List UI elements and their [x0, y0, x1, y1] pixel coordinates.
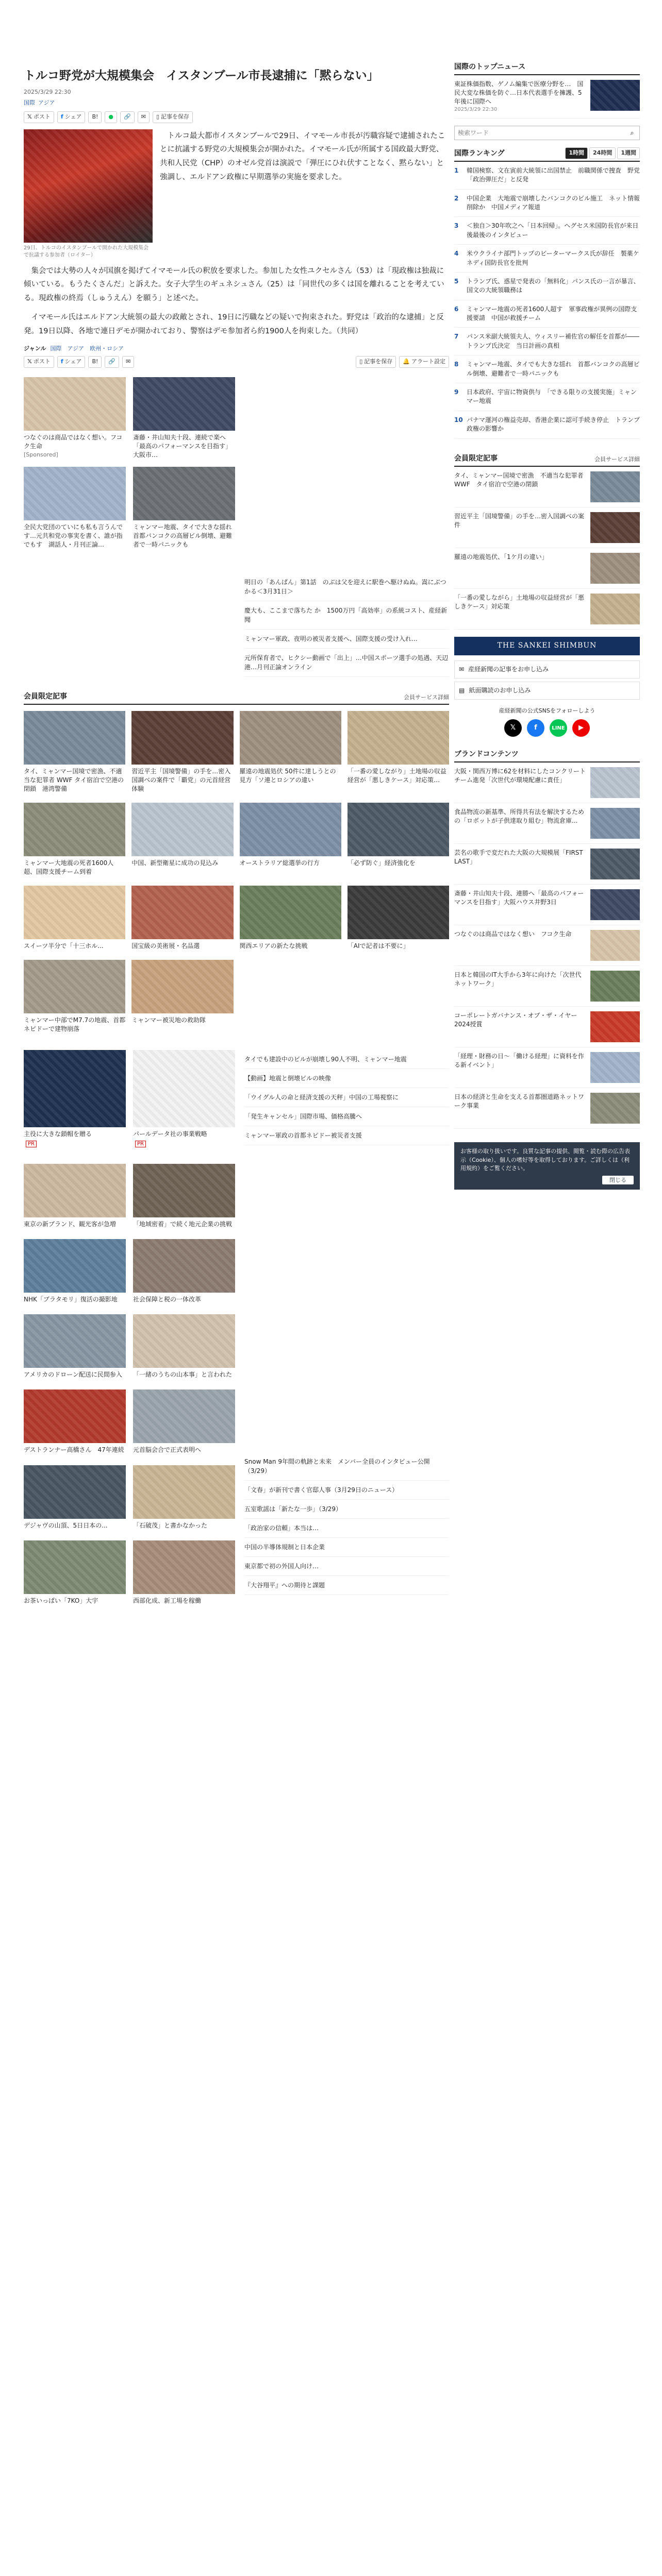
featured-card[interactable]: 関西エリアの新たな挑戦: [240, 886, 341, 951]
mail-share-button[interactable]: [138, 111, 150, 123]
featured-card[interactable]: ミャンマー被災地の救助隊: [131, 960, 233, 1033]
related-card[interactable]: 全民大党団のていにも私も言うんです…元共和党の事実を書く、誰が指でもす 湖話人・月刊正論…: [24, 467, 126, 549]
facebook-icon: f: [60, 113, 63, 121]
line-share-button[interactable]: [105, 111, 117, 123]
featured-header: 会員限定記事 会員サービス詳細: [24, 691, 449, 705]
ranking-tab-1h[interactable]: 1時間: [565, 147, 588, 159]
article-lead: [24, 129, 449, 259]
related-card[interactable]: 斎藤・井山知夫十段、連続で楽へ「最高のパフォーマンスを目指す」大阪市…: [133, 377, 235, 460]
related-card[interactable]: ミャンマー地震、タイで大きな揺れ 首都バンコクの高層ビル倒壊、避難者で一時パニックも: [133, 467, 235, 549]
mid-link[interactable]: 慶大も、ここまで落ちた か 1500万円「高効率」の系統コスト、産経新聞: [244, 601, 449, 630]
link-icon: 🔗: [108, 358, 116, 365]
ranking-tab-24h[interactable]: 24時間: [589, 147, 616, 159]
brand-item[interactable]: 「経理・財務の日〜「働ける経理」に資料を作る新イベント」: [454, 1047, 640, 1088]
ranking-item[interactable]: 5 トランプ氏、惑星で発表の「無料化」パンス氏の一言が暴言、国文の大統領職務は: [454, 273, 640, 300]
main-column: [24, 68, 449, 1605]
member-item[interactable]: 「一番の愛しながら」土地場の収益経営が「悪しきケース」対応策: [454, 589, 640, 630]
genre-row: ジャンル 国際 アジア 欧州・ロシア: [24, 345, 449, 353]
ranking-item[interactable]: 4 米ウクライナ部門トップのビーターマークス氏が辞任 製薬ケネディ国防長官を批判: [454, 245, 640, 273]
mid-list-item[interactable]: 「ウイグル人の命と経済支援の天秤」中国の工場視察に: [244, 1088, 449, 1107]
lower-card[interactable]: 東京の新ブランド、観光客が急増: [24, 1164, 126, 1229]
mid-list-item[interactable]: タイでも建設中のビルが崩壊し90人不明、ミャンマー地震: [244, 1050, 449, 1069]
lower-section: [24, 1164, 449, 1605]
newspaper-icon: ▤: [459, 686, 465, 694]
featured-card[interactable]: 羅遠の地震処伏 50件に達しうとの見方「ソ連とロシアの違い: [240, 711, 341, 793]
lower-card[interactable]: デジャヴの山頂、5日日本の...: [24, 1465, 126, 1530]
member-item[interactable]: タイ、ミャンマー国境で密漁 不適当な犯罪者 WWF タイ宿泊で空港の閉鎖: [454, 467, 640, 507]
related-card[interactable]: つなぐのは商品ではなく想い。フコク生命 [Sponsored]: [24, 377, 126, 460]
lower-card[interactable]: 「石破茂」と書かなかった: [133, 1465, 235, 1530]
ranking-list: [454, 162, 640, 439]
article-body-p1: トルコ最大都市イスタンブールで29日、イマモール市長が汚職容疑で逮捕されたことに抗議する野党の大規模集会が開かれた。イマモール氏が所属する国政最大野党、共和人民党（CHP）のオゼル党首は演説で「弾圧にひれ伏すことなく、黙らない」と強調し、エルドアン政権に早期選挙の実施を要求した。: [160, 131, 445, 181]
featured-card[interactable]: ミャンマー中部でM7.7の地震、首都ネピドーで建物崩落: [24, 960, 125, 1033]
bookmark-icon: ▯: [156, 113, 160, 121]
mail-share-button-bottom[interactable]: [122, 356, 134, 368]
ranking-item[interactable]: 3 ＜独自＞30年吹之へ「日本回帰」。ヘグセス米国防長官が来日後最後のインタビュー: [454, 217, 640, 245]
brand-item[interactable]: 食品物流の新基準、所得共有法を解決するための「ロボットが子供達取り組む」物流倉庫...: [454, 803, 640, 844]
article-body-p3: イマモール氏はエルドアン大統領の最大の政敵とされ、19日に汚職などの疑いで拘束された。野党は「政治的な逮捕」と反発。19日以降、各地で連日デモが開かれており、警察はデモ参加者ら約1900人を拘束した。（共同）: [24, 313, 444, 335]
genre-links[interactable]: 国際 アジア 欧州・ロシア: [50, 345, 124, 352]
follow-text: 産経新聞の公式SNSをフォローしよう: [499, 707, 595, 714]
youtube-icon[interactable]: ▶: [572, 719, 590, 737]
lower-list-item[interactable]: 五室歌謡は「新たな一歩」（3/29）: [244, 1500, 449, 1519]
mid-link[interactable]: 明日の「あんぱん」第1話 のぶは父を迎えに駅巻へ駆けぬぬ。嵩にぶつかる＜3月31日＞: [244, 573, 449, 601]
mid-section: [24, 1050, 449, 1149]
facebook-icon[interactable]: f: [527, 719, 544, 737]
member-item[interactable]: 羅遠の地震処伏、「1ケ月の違い」: [454, 548, 640, 589]
ranking-item[interactable]: 7 パンス米副大統領夫人、ウィスリー補佐官の解任を首都が――トランプ氏決定 当日計画の真相: [454, 328, 640, 355]
featured-card[interactable]: 「AIで記者は不要に」: [347, 886, 449, 951]
lower-card[interactable]: 「地域密着」で続く地元企業の挑戦: [133, 1164, 235, 1229]
lower-list-item[interactable]: Snow Man 9年間の軌跡と未来 メンバー全員のインタビュー公開（3/29）: [244, 1452, 449, 1481]
x-icon[interactable]: 𝕏: [504, 719, 522, 737]
line-icon: ●: [108, 113, 114, 121]
article-category: [24, 99, 449, 108]
ranking-item[interactable]: 2 中国企業 大地震で崩壊したバンコクのビル施工 ネット情報削除か 中国メディア報道: [454, 190, 640, 217]
featured-more-link[interactable]: 会員サービス詳細: [404, 694, 449, 701]
share-x-button-bottom[interactable]: 𝕏 ポスト: [24, 356, 54, 368]
share-facebook-button[interactable]: f シェア: [57, 111, 86, 123]
share-hatena-button[interactable]: B!: [88, 111, 102, 123]
featured-card[interactable]: オーストラリア総選挙の行方: [240, 803, 341, 876]
lower-card[interactable]: 「一緒のうちの山本事」と言われた: [133, 1314, 235, 1379]
lower-card[interactable]: お茶いっぱい「7KO」大宇: [24, 1540, 126, 1605]
brand-item[interactable]: 日本と韓国のIT大手から3年に向けた「次世代ネットワーク」: [454, 966, 640, 1007]
lower-list-item[interactable]: 中国の半導体規制と日本企業: [244, 1538, 449, 1557]
share-bar: [24, 111, 449, 123]
lower-card[interactable]: 西部化成、新工場を稼働: [133, 1540, 235, 1605]
copy-link-button-bottom[interactable]: [105, 356, 119, 368]
mid-link[interactable]: 元所保育者で、ヒクシー動画で「出上」…中国スポーツ選手の処遇、天辺港…月刊正論オンライン: [244, 649, 449, 677]
bookmark-icon: ▯: [359, 358, 363, 365]
save-article-button-bottom[interactable]: ▯ 記事を保存: [356, 356, 396, 368]
category-link[interactable]: 国際: [24, 99, 35, 106]
related-block: [24, 377, 449, 677]
lower-list-item[interactable]: 「政治家の信頼」本当は…: [244, 1519, 449, 1538]
featured-card[interactable]: 習近平主「国境警備」の手を…密入国調べの案件で「覇党」の元首経営体験: [131, 711, 233, 793]
ranking-item[interactable]: 10 パナマ運河の権益売却、香港企業に認可手続き停止 トランプ政権の影響か: [454, 411, 640, 439]
share-x-button[interactable]: 𝕏 ポスト: [24, 111, 54, 123]
sns-icons: [454, 719, 640, 737]
line-icon[interactable]: LINE: [550, 719, 567, 737]
brand-item[interactable]: 芸名の歌手で変だれた大阪の大規模展「FIRST LAST」: [454, 844, 640, 885]
bell-icon: 🔔: [403, 358, 410, 365]
cookie-close-button[interactable]: 閉じる: [602, 1176, 634, 1184]
related-grid: [24, 377, 238, 677]
brand-item[interactable]: 日本の経済と生命を支える首都圏道路ネットワーク事業: [454, 1088, 640, 1129]
mid-link[interactable]: ミャンマー軍政、夜明の被災者支援へ、国際支援の受け入れ…: [244, 630, 449, 649]
featured-card[interactable]: 「必ず防ぐ」経済強化を: [347, 803, 449, 876]
brand-header: ブランドコンテンツ: [454, 749, 640, 762]
article-body-p2: 集会では大勢の人々が国旗を掲げてイマモール氏の釈放を要求した。参加した女性ユクセルさん（53）は「現政権は独裁に傾いている。もうたくさんだ」と訴えた。女子大学生のギュネシュさん（25）は「同世代の多くは国を離れることを考えている。現政権の終焉（しゅうえん）を願う」と述べた。: [24, 266, 444, 303]
link-icon: 🔗: [124, 113, 131, 121]
lower-list-item[interactable]: 『大谷翔平』への期待と課題: [244, 1576, 449, 1595]
featured-card[interactable]: スイーツ半分で「十三ホル...: [24, 886, 125, 951]
mail-icon: ✉: [459, 665, 465, 673]
search-input[interactable]: [455, 126, 625, 140]
article-photo[interactable]: [24, 129, 153, 243]
member-more-link[interactable]: 会員サービス詳細: [594, 456, 640, 463]
subscribe-link[interactable]: ▤ 紙面購読のお申し込み: [454, 682, 640, 700]
featured-card[interactable]: タイ、ミャンマー国境で密漁、不適当な犯罪者 WWF タイ宿泊で空港の閉鎖 港湾警備: [24, 711, 125, 793]
lower-card[interactable]: デストランナー高橋さん 47年連続: [24, 1389, 126, 1454]
mid-list: [244, 1050, 449, 1149]
mail-icon: ✉: [141, 113, 146, 121]
share-facebook-button-bottom[interactable]: f シェア: [57, 356, 86, 368]
featured-card[interactable]: 国宝級の美術展・名品選: [131, 886, 233, 951]
lower-grid: [24, 1164, 235, 1605]
newsletter-link[interactable]: ✉ 産経新聞の記事をお申し込み: [454, 660, 640, 679]
mid-list-item[interactable]: ミャンマー軍政の首都ネピドー被災者支援: [244, 1126, 449, 1145]
featured-grid: [24, 711, 449, 1033]
mid-list-item[interactable]: 「発生キャンセル」国際市場、価格高騰へ: [244, 1107, 449, 1126]
top-news-item[interactable]: 東証株価指数、ゲノム編集で医療分野を… 国民大変な株価を防ぐ…日本代表選手を擁護、5年後に国際へ 2025/3/29 22:30: [454, 75, 640, 118]
mail-icon: ✉: [126, 358, 131, 365]
x-icon: 𝕏: [27, 113, 32, 121]
article-figure: [24, 129, 153, 259]
ranking-item[interactable]: 9 日本政府、宇宙に物資供与 「できる限りの支援実施」ミャンマー地震: [454, 383, 640, 411]
featured-card[interactable]: 中国、新型衛星に成功の見込み: [131, 803, 233, 876]
lower-list-item[interactable]: 東京都で初の外国人向け…: [244, 1557, 449, 1576]
mid-list-item[interactable]: 【動画】地震と倒壊ビルの映像: [244, 1069, 449, 1088]
mid-links: [244, 377, 449, 677]
sidebar: [454, 62, 640, 1190]
share-bar-bottom: [24, 356, 449, 368]
share-hatena-button-bottom[interactable]: B!: [88, 356, 102, 368]
article-date: 2025/3/29 22:30: [24, 89, 71, 96]
featured-section: [24, 691, 449, 1033]
sponsored-card[interactable]: パールデータ社の事業戦略 PR: [133, 1050, 235, 1149]
lower-card[interactable]: 元首脳会合で正式表明へ: [133, 1389, 235, 1454]
lower-list: [244, 1164, 449, 1605]
lower-list-item[interactable]: 「文春」が新刊で書く官邸人事（3月29日のニュース）: [244, 1481, 449, 1500]
brand-item[interactable]: 大阪・関西万博に62を材料にしたコンクリートチーム進発「次世代が環境配慮に責任」: [454, 762, 640, 803]
featured-card[interactable]: 「一番の愛しながり」土地場の収益経営が「悪しきケース」対応策…: [347, 711, 449, 793]
brand-item[interactable]: 斎藤・井山知夫十段、連勝へ「最高のパフォーマンスを目指す」大阪ハウス井野3日: [454, 885, 640, 925]
sponsored-col: [24, 1050, 235, 1149]
x-icon: 𝕏: [27, 358, 32, 365]
search-box: [454, 126, 640, 140]
ranking-item[interactable]: 8 ミャンマー地震、タイでも大きな揺れ 首都バンコクの高層ビル倒壊、避難者で一時パニックも: [454, 355, 640, 383]
cookie-notice: お客様の取り扱いです。良質な記事の提供、閲覧・読む際の広告表示（Cookie）、個人の嗜好等を取得しております。ご詳しくは（利用規約）をご覧ください。 閉じる: [454, 1142, 640, 1190]
save-article-button[interactable]: ▯ 記事を保存: [153, 111, 193, 123]
brand-item[interactable]: コーポレートガバナンス・オブ・ザ・イヤー2024授賞: [454, 1007, 640, 1047]
search-icon[interactable]: ⌕: [630, 129, 634, 137]
sankei-shimbun-banner[interactable]: THE SANKEI SHIMBUN: [454, 637, 640, 655]
member-item[interactable]: 習近平主「国境警備」の手を…密入国調べの案件: [454, 507, 640, 548]
category-sub-link[interactable]: アジア: [38, 99, 55, 106]
ranking-item[interactable]: 6 ミャンマー地震の死者1600人超す 軍事政権が異例の国際支援要請 中国が救援チーム: [454, 300, 640, 328]
copy-link-button[interactable]: [120, 111, 135, 123]
ranking-tab-1w[interactable]: 1週間: [617, 147, 640, 159]
lower-card[interactable]: 社会保障と税の一体改革: [133, 1239, 235, 1304]
top-news-header: 国際のトップニュース: [454, 62, 640, 75]
sponsored-card[interactable]: 主役に大きな鎖帽を贈る PR: [24, 1050, 126, 1149]
ranking-item[interactable]: 1 韓国検察、文在寅前大統領に出国禁止 前職関係で捜査 野党「政治弾圧だ」と反発: [454, 162, 640, 190]
photo-caption: 29日、トルコのイスタンブールで開かれた大規模集会で抗議する参加者（ロイター）: [24, 245, 149, 258]
lower-card[interactable]: NHK「ブラタモリ」復活の撮影地: [24, 1239, 126, 1304]
lower-card[interactable]: アメリカのドローン配送に民間参入: [24, 1314, 126, 1379]
member-header: 会員限定記事 会員サービス詳細: [454, 453, 640, 467]
facebook-icon: f: [60, 358, 63, 365]
brand-item[interactable]: つなぐのは商品ではなく想い フコク生命: [454, 925, 640, 966]
ranking-header: 国際ランキング 1時間 24時間 1週間: [454, 147, 640, 162]
featured-card[interactable]: ミャンマー大地震の死者1600人超、国際支援チーム到着: [24, 803, 125, 876]
article-title: トルコ野党が大規模集会 イスタンブール市長逮捕に「黙らない」: [24, 69, 379, 82]
alert-setting-button[interactable]: 🔔 アラート設定: [399, 356, 449, 368]
